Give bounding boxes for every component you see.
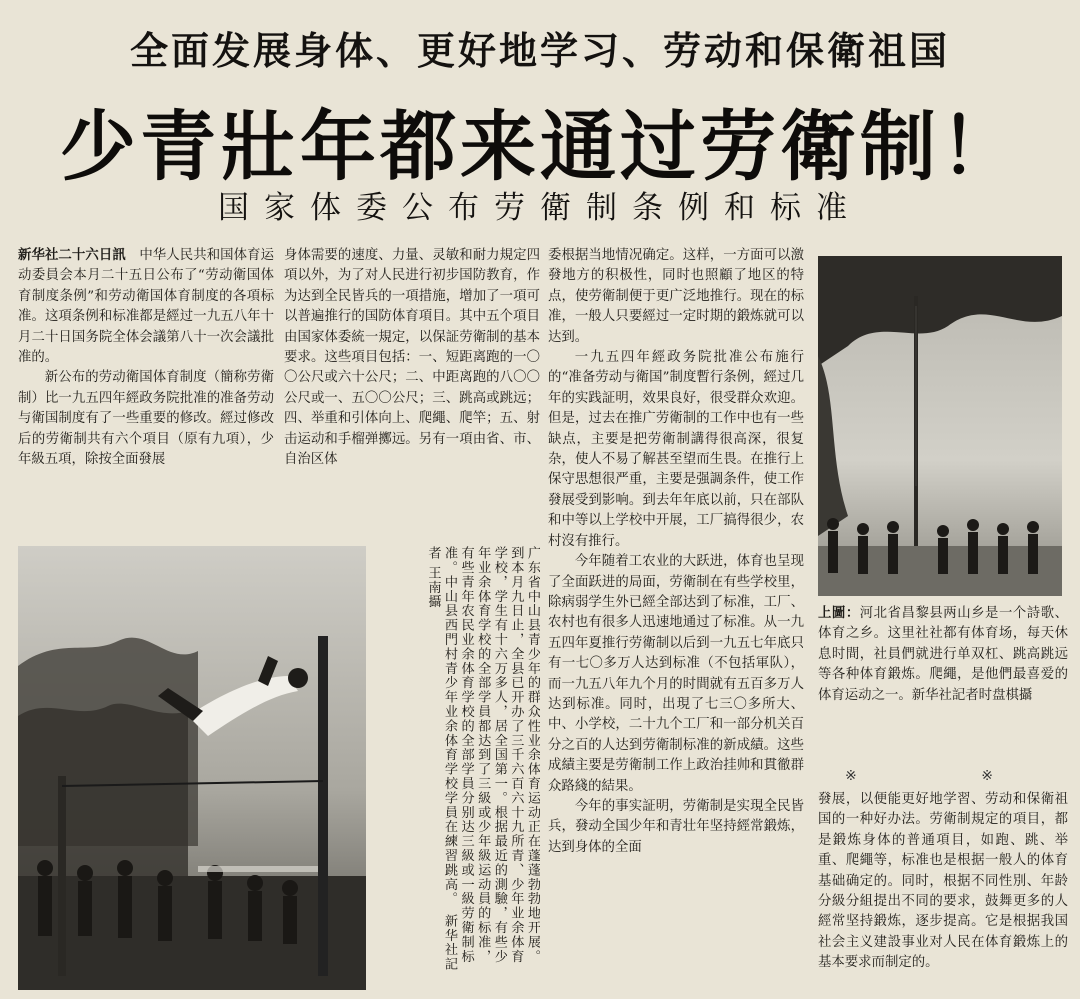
subheadline: 国家体委公布劳衛制条例和标准 (218, 190, 862, 226)
paragraph-text: 中华人民共和国体育运动委員会本月二十五日公布了“劳动衛国体育制度条例”和劳动衛国体育制度的各項标准。这項条例和标准都是經过一九五八年十月二十日国务院全体会議第八十一次会議批准的。 (18, 248, 274, 366)
article-paragraph: 新公布的劳动衛国体育制度（簡称劳衛制）比一九五四年經政务院批准的准备劳动与衛国制度有了一些重要的修改。經过修改后的劳衛制共有六个項目（原有九項），少年級五項，除按全面發展 (18, 370, 274, 468)
rope-climbing-photo-image (818, 256, 1062, 596)
caption-lead: 上圖： (818, 606, 860, 621)
dateline: 新华社二十六日訊 (18, 248, 126, 263)
kicker-heading: 全面发展身体、更好地学习、劳动和保衛祖国 (129, 29, 950, 73)
right-photo-caption (818, 604, 1068, 766)
article-paragraph: 發展，以便能更好地学習、劳动和保衛祖国的一种好办法。劳衛制規定的項目，都是鍛炼身体的普通項目，如跑、跳、举重、爬繩等，标准也是根据一般人的体育基础确定的。同时，根据不同性別、年龄分級分組提出不同的要求，鼓舞更多的人經常坚持鍛炼，逐步提高。它是根据我国社会主义建設事业对人民在体育鍛炼上的基本要求而制定的。 (818, 792, 1068, 971)
left-photo-caption (376, 546, 540, 976)
high-jump-photo (18, 546, 366, 990)
article-column-3 (548, 246, 804, 994)
section-divider: ※ ※ (845, 768, 1053, 784)
high-jump-photo-image (18, 546, 366, 990)
article-paragraph: 今年的事实証明，劳衛制是实現全民皆兵，發动全国少年和青壮年坚持經常鍛炼，达到身体的全面 (548, 798, 804, 855)
article-column-1 (18, 246, 274, 530)
article-paragraph: 一九五四年經政务院批准公布施行的“准备劳动与衛国”制度暫行条例，經过几年的实践証明，效果良好，很受群众欢迎。但是，过去在推广劳衛制的工作中也有一些缺点，主要是把劳衛制講得很高深，很复杂，使人不易了解甚至望而生畏。在推行上保守思想很严重，主要是强調条件，使工作發展受到影响。到去年年底以前，只在部队和中等以上学校中开展，工厂搞得很少，农村沒有推行。 (548, 350, 804, 549)
article-column-4 (818, 790, 1068, 994)
article-paragraph: 委根据当地情况确定。这样，一方面可以激發地方的积极性，同时也照顧了地区的特点，使劳衛制便于更广泛地推行。现在的标准，一般人只要經过一定时期的鍛炼就可以达到。 (548, 248, 804, 345)
caption-body: 河北省昌黎县两山乡是一个詩歌、体育之乡。这里社社都有体育场，每天休息时間，社員們就进行单双杠、跳高跳远等各种体育鍛炼。爬繩，是他們最喜爱的体育运动之一。新华社記者时盘棋攝 (818, 606, 1068, 703)
rope-climbing-photo (818, 256, 1062, 596)
photo-credit: 新华社記者 王南攝 (425, 546, 458, 972)
caption-body: 广东省中山县青少年的群众性业余体育运动正在蓬蓬勃勃地开展。到本月九日止，全县已开办了三千六百六十九所青、少年业余体育学校，学生有十六万多人，居全国第一。根据最近的測驗，有些少年业余体育学校的全部学員都达到了三級或少年級运动員的标准，有些青年农民业余体育学校的全部学員分别达三級或一級劳衛制标准。中山县西門村青少年业余体育学校学員在練習跳高。 (442, 546, 540, 964)
article-paragraph: 身体需要的速度、力量、灵敏和耐力規定四項以外，为了对人民进行初步国防教育，作为达到全民皆兵的一項措施，增加了一項可以普遍推行的国防体育項目。其中五个項目由国家体委統一規定，以保証劳衛制的基本要求。这些項目包括：一、短距离跑的一〇〇公尺或六十公尺；二、中距离跑的八〇〇公尺或一、五〇〇公尺；三、跳高或跳远；四、举重和引体向上、爬繩、爬竿；五、射击运动和手榴弹擲远。另有一項由省、市、自治区体 (284, 248, 540, 468)
caption-text (424, 546, 540, 976)
main-headline: 少青壯年都来通过劳衛制！ (60, 102, 1020, 191)
article-paragraph (18, 246, 274, 368)
article-paragraph: 今年随着工农业的大跃进，体育也呈现了全面跃进的局面，劳衛制在有些学校里，除病弱学生外已經全部达到了标准，工厂、农村也有很多人迅速地通过了标准。从一九五四年夏推行劳衛制以后到一九五七年底只有一七〇多万人达到标准（不包括軍队），而一九五八年九个月的时間就有五百多万人达到标准。同时，出現了七三〇多所大、中、小学校，二十九个工厂和一部分机关百分之百的人达到劳衛制标准的新成績。这些成績主要是劳衛制工作上政治挂帅和貫徹群众路綫的結果。 (548, 554, 804, 794)
article-column-2 (284, 246, 540, 530)
